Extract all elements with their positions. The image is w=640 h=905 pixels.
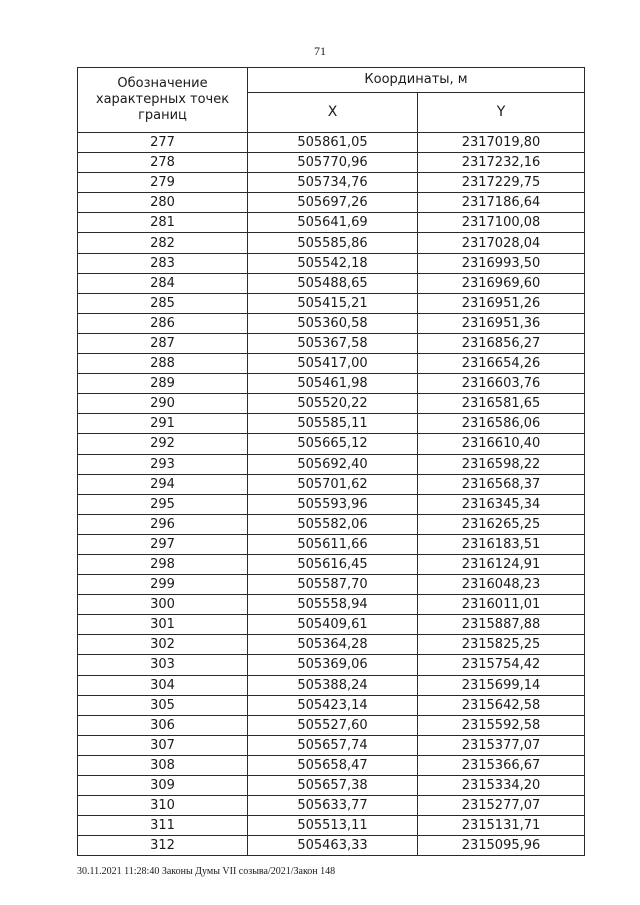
table-row <box>78 554 585 574</box>
cell-y: 2315095,96 <box>418 836 585 856</box>
cell-x: 505461,98 <box>248 374 418 394</box>
cell-point: 283 <box>78 253 248 273</box>
table-row <box>78 675 585 695</box>
cell-y: 2315277,07 <box>418 796 585 816</box>
cell-point: 284 <box>78 273 248 293</box>
cell-point: 280 <box>78 193 248 213</box>
cell-x: 505611,66 <box>248 534 418 554</box>
cell-point: 289 <box>78 374 248 394</box>
cell-x: 505585,86 <box>248 233 418 253</box>
table-row <box>78 655 585 675</box>
cell-x: 505734,76 <box>248 173 418 193</box>
table-row <box>78 575 585 595</box>
cell-point: 281 <box>78 213 248 233</box>
table-row <box>78 273 585 293</box>
table-row <box>78 776 585 796</box>
cell-x: 505582,06 <box>248 514 418 534</box>
cell-y: 2315131,71 <box>418 816 585 836</box>
cell-x: 505558,94 <box>248 595 418 615</box>
table-row <box>78 595 585 615</box>
cell-x: 505692,40 <box>248 454 418 474</box>
cell-point: 296 <box>78 514 248 534</box>
page-number: 71 <box>314 44 326 58</box>
cell-x: 505463,33 <box>248 836 418 856</box>
cell-y: 2315592,58 <box>418 715 585 735</box>
cell-x: 505641,69 <box>248 213 418 233</box>
cell-y: 2316951,36 <box>418 313 585 333</box>
cell-y: 2316183,51 <box>418 534 585 554</box>
cell-point: 293 <box>78 454 248 474</box>
cell-point: 308 <box>78 755 248 775</box>
table-row <box>78 735 585 755</box>
table-row <box>78 454 585 474</box>
cell-y: 2316345,34 <box>418 494 585 514</box>
cell-x: 505770,96 <box>248 153 418 173</box>
cell-point: 298 <box>78 554 248 574</box>
header-coordinates: Координаты, м <box>248 68 585 93</box>
cell-point: 294 <box>78 474 248 494</box>
cell-x: 505367,58 <box>248 333 418 353</box>
cell-point: 310 <box>78 796 248 816</box>
cell-point: 306 <box>78 715 248 735</box>
cell-y: 2316265,25 <box>418 514 585 534</box>
table-row <box>78 354 585 374</box>
cell-point: 309 <box>78 776 248 796</box>
cell-y: 2317019,80 <box>418 133 585 153</box>
cell-point: 278 <box>78 153 248 173</box>
table-row <box>78 494 585 514</box>
table-row <box>78 293 585 313</box>
cell-y: 2315642,58 <box>418 695 585 715</box>
cell-x: 505657,38 <box>248 776 418 796</box>
cell-y: 2316124,91 <box>418 554 585 574</box>
table-row <box>78 313 585 333</box>
cell-x: 505527,60 <box>248 715 418 735</box>
cell-y: 2316610,40 <box>418 434 585 454</box>
cell-x: 505388,24 <box>248 675 418 695</box>
cell-x: 505587,70 <box>248 575 418 595</box>
header-x: X <box>248 92 418 132</box>
cell-point: 282 <box>78 233 248 253</box>
cell-point: 291 <box>78 414 248 434</box>
table-row <box>78 796 585 816</box>
cell-x: 505415,21 <box>248 293 418 313</box>
cell-y: 2316969,60 <box>418 273 585 293</box>
cell-x: 505369,06 <box>248 655 418 675</box>
table-row <box>78 755 585 775</box>
cell-y: 2315334,20 <box>418 776 585 796</box>
table-header <box>78 68 585 133</box>
cell-point: 301 <box>78 615 248 635</box>
cell-y: 2315366,67 <box>418 755 585 775</box>
cell-point: 303 <box>78 655 248 675</box>
cell-y: 2317232,16 <box>418 153 585 173</box>
cell-point: 307 <box>78 735 248 755</box>
cell-x: 505658,47 <box>248 755 418 775</box>
table-row <box>78 374 585 394</box>
cell-point: 312 <box>78 836 248 856</box>
table-row <box>78 414 585 434</box>
table-row <box>78 816 585 836</box>
cell-x: 505633,77 <box>248 796 418 816</box>
cell-x: 505423,14 <box>248 695 418 715</box>
cell-x: 505364,28 <box>248 635 418 655</box>
cell-y: 2317186,64 <box>418 193 585 213</box>
cell-x: 505520,22 <box>248 394 418 414</box>
cell-x: 505665,12 <box>248 434 418 454</box>
cell-x: 505861,05 <box>248 133 418 153</box>
table-row <box>78 534 585 554</box>
cell-point: 300 <box>78 595 248 615</box>
table-row <box>78 153 585 173</box>
table-row <box>78 193 585 213</box>
table-row <box>78 394 585 414</box>
cell-y: 2316856,27 <box>418 333 585 353</box>
header-y: Y <box>418 92 585 132</box>
cell-y: 2316993,50 <box>418 253 585 273</box>
cell-y: 2315754,42 <box>418 655 585 675</box>
cell-y: 2316603,76 <box>418 374 585 394</box>
cell-x: 505657,74 <box>248 735 418 755</box>
table-row <box>78 434 585 454</box>
coordinates-table-container <box>77 67 584 856</box>
header-point-designation: Обозначение характерных точек границ <box>78 68 248 133</box>
cell-point: 305 <box>78 695 248 715</box>
cell-y: 2316598,22 <box>418 454 585 474</box>
table-row <box>78 173 585 193</box>
cell-x: 505697,26 <box>248 193 418 213</box>
table-row <box>78 615 585 635</box>
cell-x: 505488,65 <box>248 273 418 293</box>
cell-x: 505593,96 <box>248 494 418 514</box>
cell-y: 2315887,88 <box>418 615 585 635</box>
table-row <box>78 133 585 153</box>
cell-x: 505417,00 <box>248 354 418 374</box>
table-row <box>78 333 585 353</box>
cell-y: 2316951,26 <box>418 293 585 313</box>
cell-point: 286 <box>78 313 248 333</box>
cell-y: 2317028,04 <box>418 233 585 253</box>
cell-x: 505409,61 <box>248 615 418 635</box>
table-row <box>78 635 585 655</box>
table-body <box>78 133 585 856</box>
cell-point: 297 <box>78 534 248 554</box>
cell-point: 290 <box>78 394 248 414</box>
cell-point: 288 <box>78 354 248 374</box>
cell-x: 505360,58 <box>248 313 418 333</box>
table-row <box>78 233 585 253</box>
table-row <box>78 253 585 273</box>
cell-x: 505616,45 <box>248 554 418 574</box>
cell-y: 2316011,01 <box>418 595 585 615</box>
coordinates-table <box>77 67 585 856</box>
document-footer: 30.11.2021 11:28:40 Законы Думы VII созыва/2021/Закон 148 <box>77 866 336 877</box>
cell-point: 285 <box>78 293 248 313</box>
cell-point: 292 <box>78 434 248 454</box>
cell-x: 505542,18 <box>248 253 418 273</box>
cell-point: 279 <box>78 173 248 193</box>
cell-y: 2316654,26 <box>418 354 585 374</box>
table-row <box>78 836 585 856</box>
cell-x: 505513,11 <box>248 816 418 836</box>
cell-y: 2315825,25 <box>418 635 585 655</box>
cell-point: 304 <box>78 675 248 695</box>
cell-y: 2316568,37 <box>418 474 585 494</box>
cell-point: 295 <box>78 494 248 514</box>
cell-y: 2315699,14 <box>418 675 585 695</box>
cell-y: 2315377,07 <box>418 735 585 755</box>
cell-point: 302 <box>78 635 248 655</box>
table-row <box>78 695 585 715</box>
table-row <box>78 474 585 494</box>
cell-y: 2316581,65 <box>418 394 585 414</box>
table-row <box>78 514 585 534</box>
cell-point: 299 <box>78 575 248 595</box>
cell-x: 505585,11 <box>248 414 418 434</box>
cell-y: 2317100,08 <box>418 213 585 233</box>
cell-point: 311 <box>78 816 248 836</box>
table-row <box>78 213 585 233</box>
cell-point: 287 <box>78 333 248 353</box>
cell-y: 2316586,06 <box>418 414 585 434</box>
cell-x: 505701,62 <box>248 474 418 494</box>
cell-y: 2316048,23 <box>418 575 585 595</box>
table-row <box>78 715 585 735</box>
cell-y: 2317229,75 <box>418 173 585 193</box>
cell-point: 277 <box>78 133 248 153</box>
